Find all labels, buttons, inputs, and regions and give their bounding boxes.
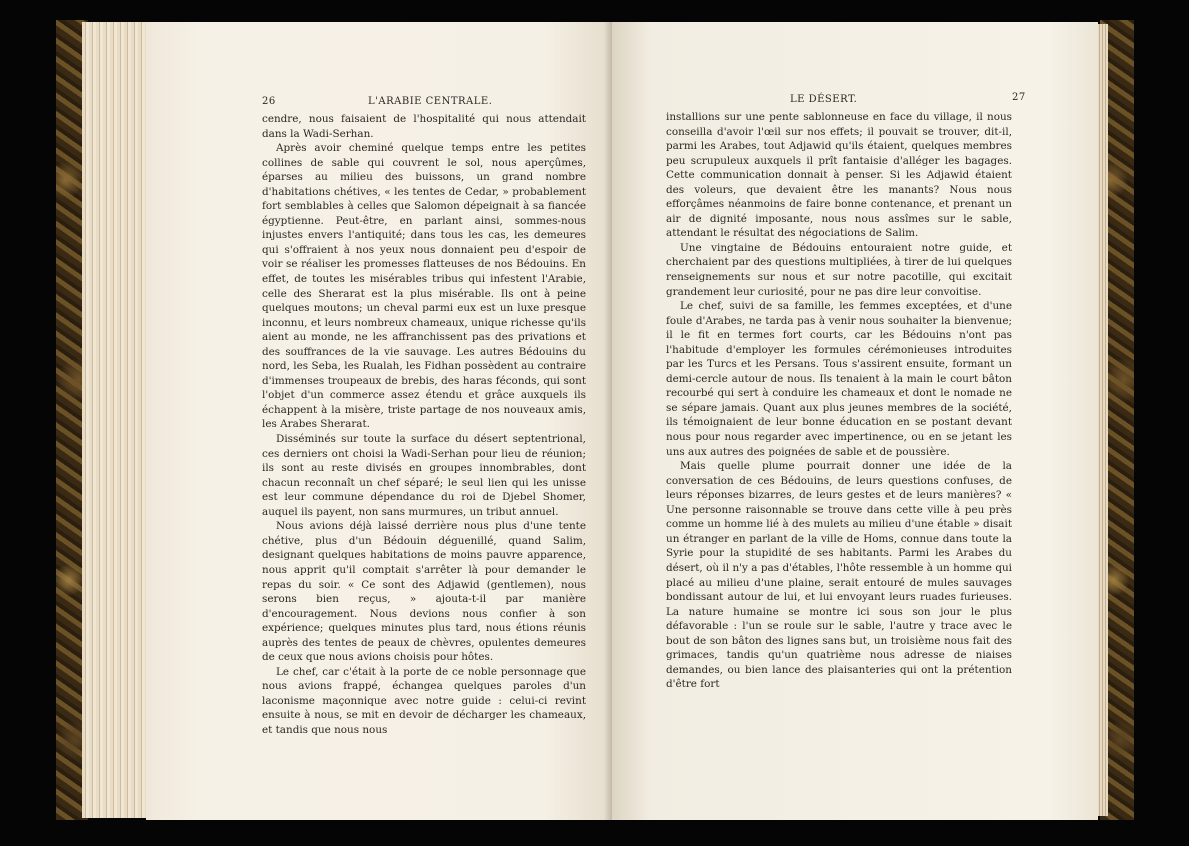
paragraph: Une vingtaine de Bédouins entouraient notre guide, et cherchaient par des questions multipliées, à tirer de lui quelques renseignements sur nous et sur notre pacotille, qui excitait grandement leur curiosité, pour ne pas dire leur convoitise. [666,241,1012,298]
paragraph: cendre, nous faisaient de l'hospitalité qui nous attendait dans la Wadi-Serhan. [262,113,586,140]
right-page [612,22,1098,820]
paragraph: installions sur une pente sablonneuse en face du village, il nous conseilla d'avoir l'œil sur nos effets; il pouvait se trouver, dit-il, parmi les Arabes, tout Adjawid qu'ils étaient, quelques membres peu scrupuleux auxquels il prît fantaisie d'alléger les bagages. Cette communication donnait à penser. Si les Adjawid étaient des voleurs, que devaient être les manants? Nous nous efforçâmes néanmoins de faire bonne contenance, et prenant un air de dignité imposante, nous nous assîmes sur le sable, attendant le résultat des négociations de Salim. [666,111,1012,240]
left-page-edges [82,22,152,818]
paragraph: Le chef, suivi de sa famille, les femmes exceptées, et d'une foule d'Arabes, ne tarda pas à venir nous souhaiter la bienvenue; il le fit en termes fort courts, car les Bédouins n'ont pas l'habitude d'employer les formules cérémonieuses introduites par les Turcs et les Persans. Tous s'assirent ensuite, formant un demi-cercle autour de nous. Ils tenaient à la main le court bâton recourbé qui sert à conduire les chameaux et dont le nomade ne se sépare jamais. Quant aux plus jeunes membres de la société, ils témoignaient de leur bonne éducation en se postant devant nous pour nous regarder avec impertinence, ou en se jetant les uns aux autres des poignées de sable et de poussière. [666,300,1012,458]
paragraph: Le chef, car c'était à la porte de ce noble personnage que nous avions frappé, échangea quelques paroles d'un laconisme maçonnique avec notre guide : celui-ci revint ensuite à nous, se mit en devoir de décharger les chameaux, et tandis que nous nous [262,665,586,736]
open-book [56,18,1134,826]
left-page-number: 26 [262,96,276,107]
right-page-text [666,110,1012,692]
left-running-head: L'ARABIE CENTRALE. [368,96,493,107]
paragraph: Après avoir cheminé quelque temps entre les petites collines de sable qui couvrent le sol, nous aperçûmes, éparses au milieu des buissons, un grand nombre d'habitations chétives, « les tentes de Cedar, » probablement fort semblables à celles que Salomon dépeignait à sa fiancée égyptienne. Peut-être, en parlant ainsi, sommes-nous injustes envers l'antiquité; dans tous les cas, les demeures qui s'offraient à nos yeux nous donnaient peu d'espoir de voir se réaliser les promesses flatteuses de nos Bédouins. En effet, de toutes les misérables tribus qui infestent l'Arabie, celle des Sherarat est la plus misérable. Ils ont à peine quelques moutons; un cheval parmi eux est un luxe presque inconnu, et leurs nombreux chameaux, unique richesse qu'ils aient au monde, ne les affranchissent pas des privations et des souffrances de la vie sauvage. Les autres Bédouins du nord, les Seba, les Rualah, les Fidhan possèdent au contraire d'immenses troupeaux de brebis, des haras féconds, qui sont l'objet d'un commerce assez étendu et grâce auxquels ils échappent à la misère, triste partage de nos nouveaux amis, les Arabes Sherarat. [262,142,586,431]
right-page-number: 27 [1012,92,1026,103]
paragraph: Mais quelle plume pourrait donner une idée de la conversation de ces Bédouins, de leurs questions confuses, de leurs réponses bizarres, de leurs gestes et de leurs manières? « Une personne raisonnable se trouve dans cette ville à peu près comme un homme lié à des mulets au milieu d'une étable » disait un étranger en parlant de la ville de Homs, connue dans toute la Syrie pour la stupidité de ses habitants. Parmi les Arabes du désert, où il n'y a pas d'étables, l'hôte ressemble à un homme qui placé au milieu d'une plaine, serait entouré de mules sauvages bondissant autour de lui, et lui envoyant leurs ruades furieuses. La nature humaine se montre ici sous son jour le plus défavorable : l'un se roule sur le sable, l'autre y trace avec le bout de son bâton des lignes sans but, un troisième nous fait des grimaces, tandis qu'un quatrième nous adresse de niaises demandes, ou bien lance des plaisanteries qui ont la prétention d'être fort [666,460,1012,691]
right-running-head: LE DÉSERT. [790,94,858,105]
left-page-text [262,112,586,738]
paragraph: Nous avions déjà laissé derrière nous plus d'une tente chétive, plus d'un Bédouin déguenillé, quand Salim, designant quelques habitations de moins pauvre apparence, nous apprit qu'il comptait s'arrêter là pour demander le repas du soir. « Ce sont des Adjawid (gentlemen), nous serons bien reçus, » ajouta-t-il par manière d'encouragement. Nous devions nous confier à son expérience; quelques minutes plus tard, nous étions réunis auprès des tentes de peaux de chèvres, opulentes demeures de ceux que nous avions choisis pour hôtes. [262,520,586,664]
left-page [146,22,614,820]
paragraph: Disséminés sur toute la surface du désert septentrional, ces derniers ont choisi la Wadi-Serhan pour lieu de réunion; ils sont au reste divisés en groupes innombrables, dont chacun reconnaît un chef séparé; le seul lien qui les unisse est leur commune dépendance du roi de Djebel Shomer, auquel ils payent, non sans murmures, un tribut annuel. [262,433,586,518]
